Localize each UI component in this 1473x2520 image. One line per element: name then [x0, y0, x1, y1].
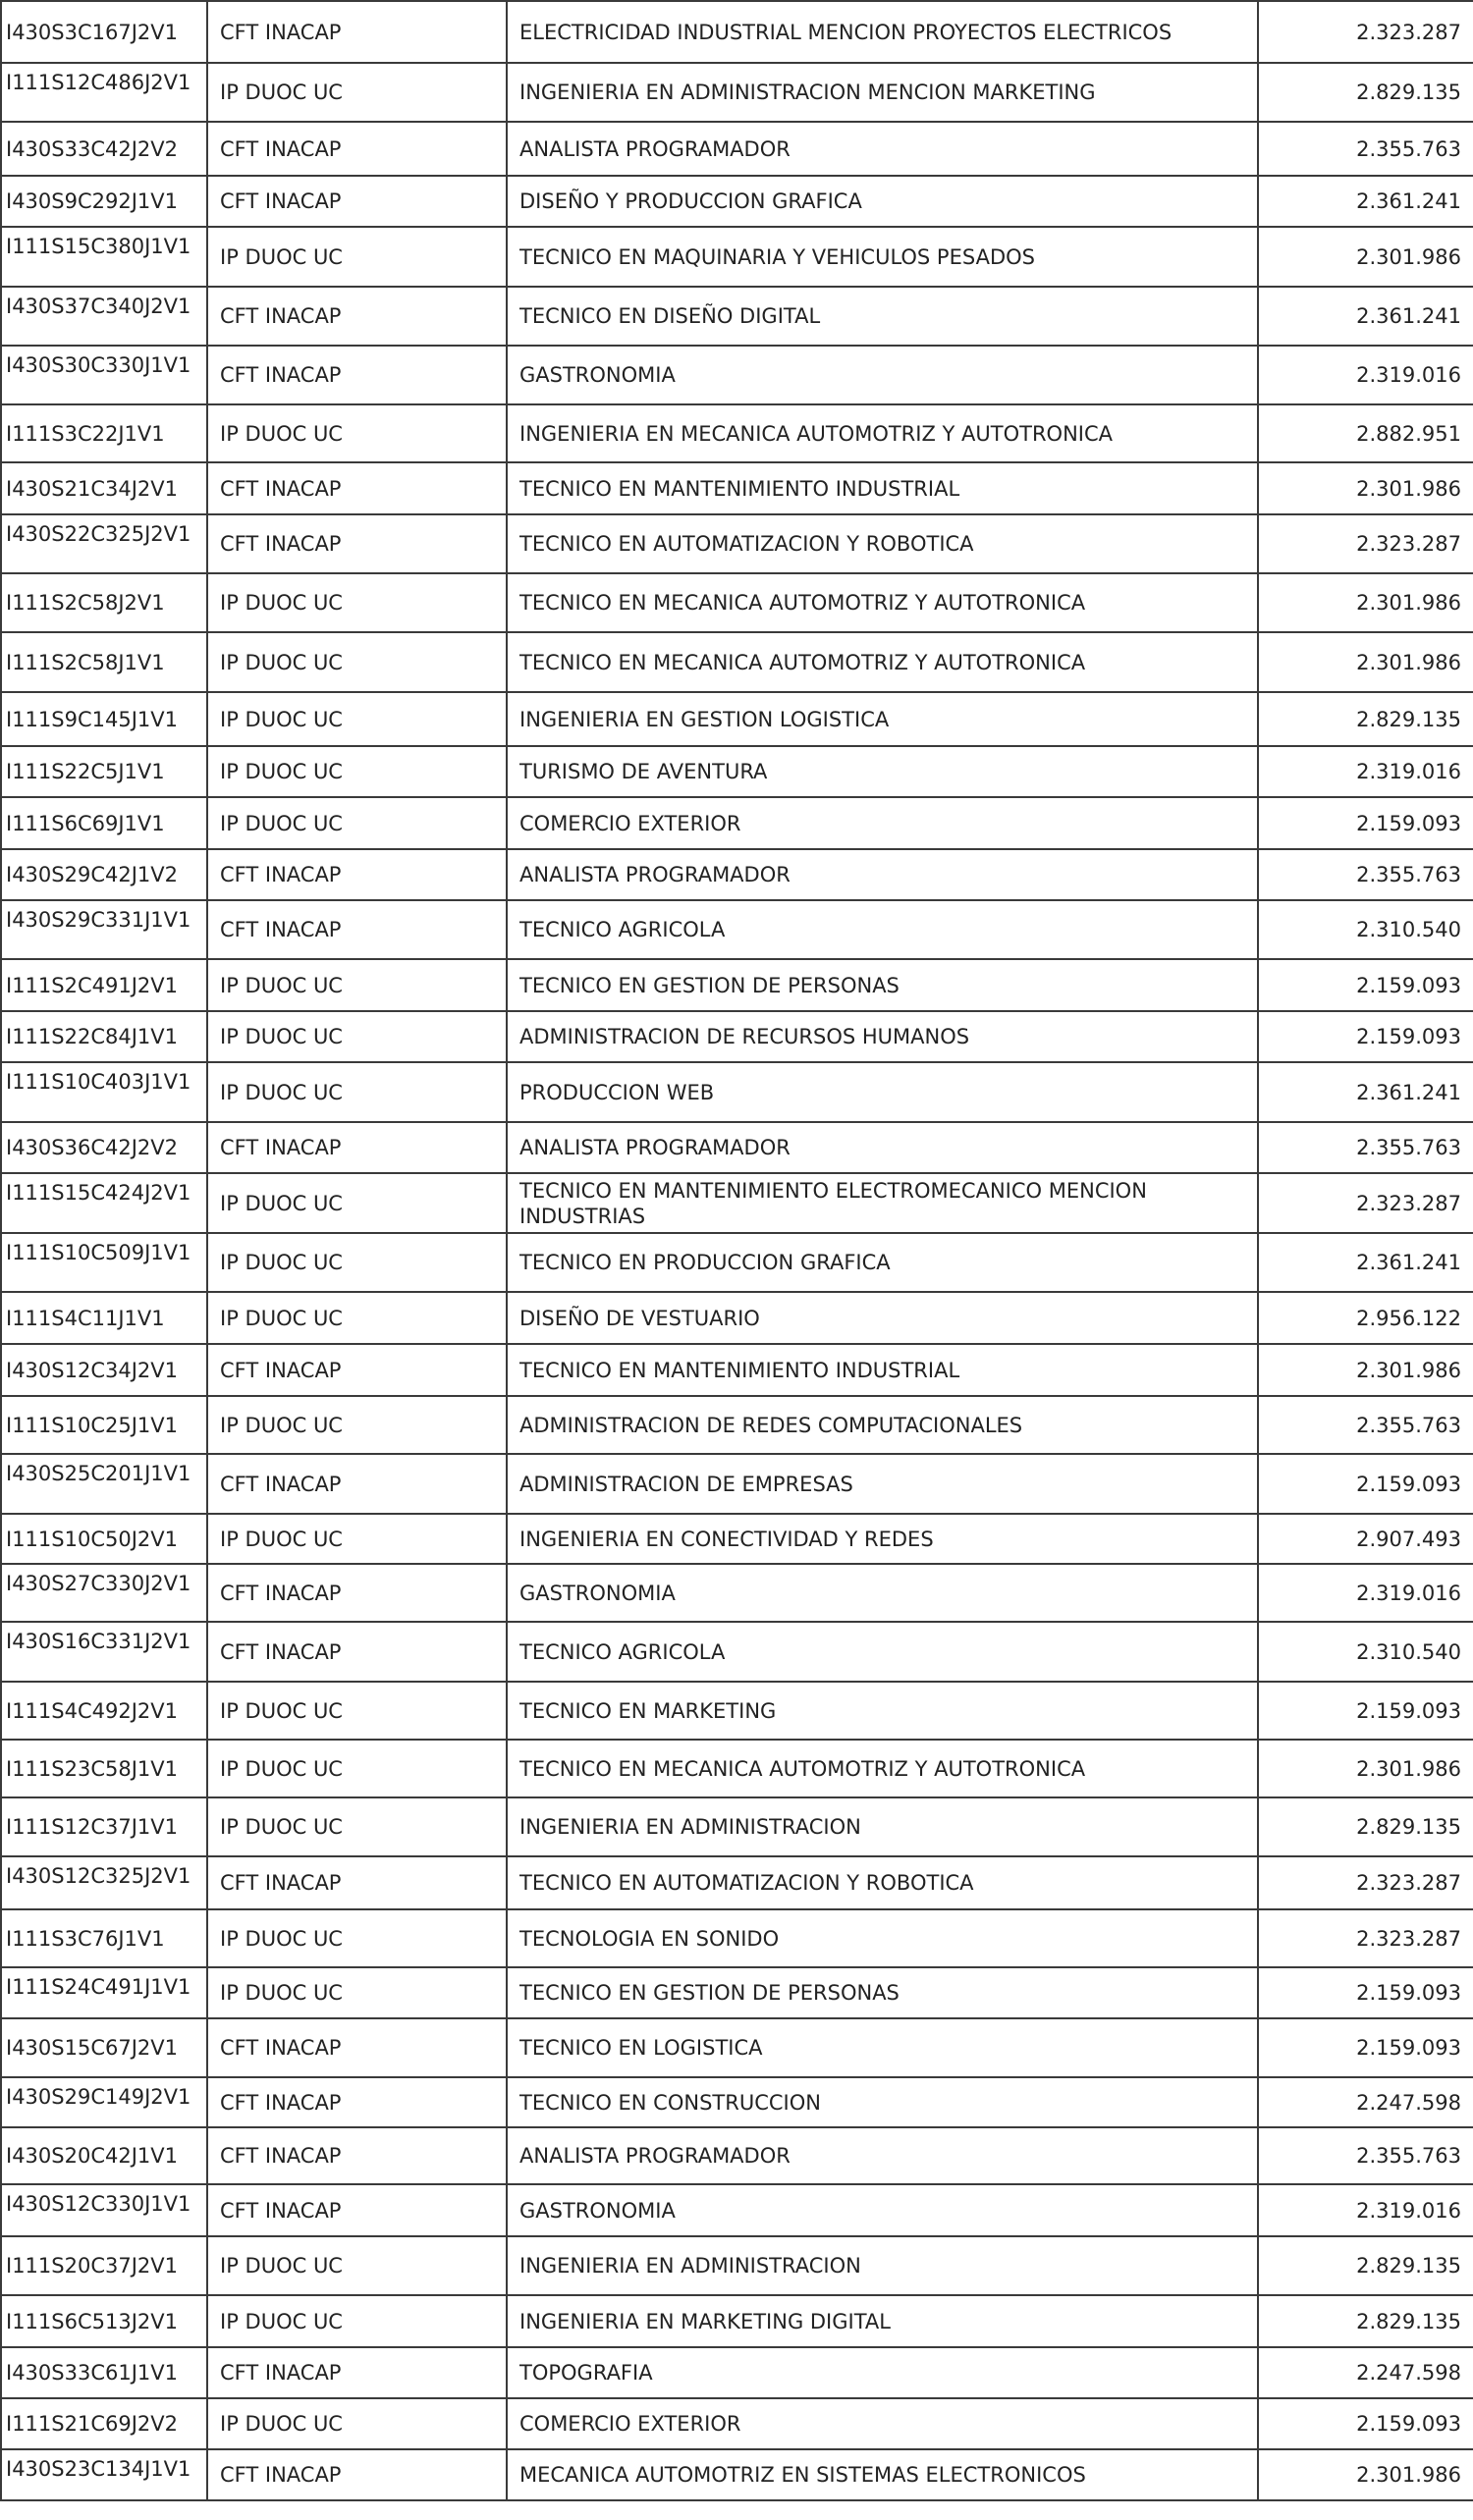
table-row	[1, 692, 1473, 746]
table-row	[1, 462, 1473, 514]
table-row	[1, 1967, 1473, 2018]
amount-cell: 2.829.135	[1258, 2236, 1473, 2295]
table-row	[1, 1396, 1473, 1454]
program-cell: TOPOGRAFIA	[507, 2347, 1258, 2398]
amount-cell: 2.301.986	[1258, 462, 1473, 514]
code-cell: I111S3C22J1V1	[1, 404, 207, 462]
table-row	[1, 1514, 1473, 1564]
table-row	[1, 2077, 1473, 2127]
code-cell: I111S15C424J2V1	[1, 1173, 207, 1233]
institution-cell: IP DUOC UC	[207, 959, 507, 1011]
amount-cell: 2.247.598	[1258, 2077, 1473, 2127]
amount-cell: 2.355.763	[1258, 122, 1473, 176]
code-cell: I430S20C42J1V1	[1, 2127, 207, 2184]
code-cell: I430S29C42J1V2	[1, 849, 207, 900]
institution-cell: CFT INACAP	[207, 2077, 507, 2127]
program-cell: TECNICO AGRICOLA	[507, 900, 1258, 959]
table-row	[1, 797, 1473, 849]
code-cell: I111S6C513J2V1	[1, 2295, 207, 2347]
amount-cell: 2.301.986	[1258, 1344, 1473, 1396]
code-cell: I111S22C84J1V1	[1, 1011, 207, 1062]
program-cell: ADMINISTRACION DE REDES COMPUTACIONALES	[507, 1396, 1258, 1454]
table-row	[1, 1856, 1473, 1909]
amount-cell: 2.301.986	[1258, 2449, 1473, 2500]
institution-cell: CFT INACAP	[207, 1622, 507, 1682]
code-cell: I111S4C492J2V1	[1, 1682, 207, 1740]
institution-cell: IP DUOC UC	[207, 632, 507, 692]
amount-cell: 2.355.763	[1258, 2127, 1473, 2184]
table-row	[1, 1564, 1473, 1622]
program-cell: TECNICO EN MECANICA AUTOMOTRIZ Y AUTOTRONICA	[507, 632, 1258, 692]
program-cell: ANALISTA PROGRAMADOR	[507, 1122, 1258, 1173]
code-cell: I430S9C292J1V1	[1, 176, 207, 227]
table-row	[1, 122, 1473, 176]
institution-cell: CFT INACAP	[207, 849, 507, 900]
program-cell: TECNICO EN MANTENIMIENTO ELECTROMECANICO MENCION INDUSTRIAS	[507, 1173, 1258, 1233]
institution-cell: IP DUOC UC	[207, 1682, 507, 1740]
table-row	[1, 1011, 1473, 1062]
institution-cell: IP DUOC UC	[207, 692, 507, 746]
institution-cell: IP DUOC UC	[207, 1797, 507, 1856]
amount-cell: 2.361.241	[1258, 176, 1473, 227]
amount-cell: 2.319.016	[1258, 746, 1473, 797]
code-cell: I111S4C11J1V1	[1, 1292, 207, 1344]
code-cell: I111S20C37J2V1	[1, 2236, 207, 2295]
institution-cell: CFT INACAP	[207, 1344, 507, 1396]
code-cell: I111S12C37J1V1	[1, 1797, 207, 1856]
code-cell: I430S33C61J1V1	[1, 2347, 207, 2398]
institution-cell: IP DUOC UC	[207, 797, 507, 849]
program-cell: GASTRONOMIA	[507, 1564, 1258, 1622]
table-row	[1, 746, 1473, 797]
amount-cell: 2.829.135	[1258, 63, 1473, 122]
table-row	[1, 1233, 1473, 1292]
program-cell: TURISMO DE AVENTURA	[507, 746, 1258, 797]
institution-cell: CFT INACAP	[207, 462, 507, 514]
code-cell: I430S12C34J2V1	[1, 1344, 207, 1396]
code-cell: I111S2C58J2V1	[1, 573, 207, 632]
code-cell: I111S15C380J1V1	[1, 227, 207, 287]
amount-cell: 2.361.241	[1258, 287, 1473, 346]
program-cell: TECNICO EN MAQUINARIA Y VEHICULOS PESADOS	[507, 227, 1258, 287]
institution-cell: IP DUOC UC	[207, 227, 507, 287]
program-cell: TECNICO EN PRODUCCION GRAFICA	[507, 1233, 1258, 1292]
program-cell: MECANICA AUTOMOTRIZ EN SISTEMAS ELECTRONICOS	[507, 2449, 1258, 2500]
code-cell: I111S2C58J1V1	[1, 632, 207, 692]
institution-cell: CFT INACAP	[207, 1454, 507, 1514]
institution-cell: CFT INACAP	[207, 900, 507, 959]
table-row	[1, 404, 1473, 462]
code-cell: I430S25C201J1V1	[1, 1454, 207, 1514]
code-cell: I430S33C42J2V2	[1, 122, 207, 176]
institution-cell: CFT INACAP	[207, 2127, 507, 2184]
institution-cell: IP DUOC UC	[207, 2398, 507, 2449]
table-row	[1, 1, 1473, 63]
amount-cell: 2.361.241	[1258, 1062, 1473, 1122]
amount-cell: 2.301.986	[1258, 227, 1473, 287]
table-row	[1, 1622, 1473, 1682]
amount-cell: 2.323.287	[1258, 1909, 1473, 1967]
program-cell: TECNICO EN MECANICA AUTOMOTRIZ Y AUTOTRONICA	[507, 573, 1258, 632]
program-table-body	[1, 1, 1473, 2500]
institution-cell: IP DUOC UC	[207, 1062, 507, 1122]
program-cell: COMERCIO EXTERIOR	[507, 797, 1258, 849]
program-cell: ANALISTA PROGRAMADOR	[507, 122, 1258, 176]
institution-cell: CFT INACAP	[207, 287, 507, 346]
program-cell: DISEÑO Y PRODUCCION GRAFICA	[507, 176, 1258, 227]
table-row	[1, 1173, 1473, 1233]
table-row	[1, 2127, 1473, 2184]
institution-cell: IP DUOC UC	[207, 404, 507, 462]
amount-cell: 2.301.986	[1258, 632, 1473, 692]
table-row	[1, 287, 1473, 346]
program-cell: PRODUCCION WEB	[507, 1062, 1258, 1122]
program-cell: TECNOLOGIA EN SONIDO	[507, 1909, 1258, 1967]
institution-cell: CFT INACAP	[207, 1564, 507, 1622]
amount-cell: 2.355.763	[1258, 849, 1473, 900]
amount-cell: 2.310.540	[1258, 900, 1473, 959]
amount-cell: 2.319.016	[1258, 2184, 1473, 2236]
table-row	[1, 1062, 1473, 1122]
amount-cell: 2.319.016	[1258, 346, 1473, 404]
program-cell: TECNICO EN CONSTRUCCION	[507, 2077, 1258, 2127]
amount-cell: 2.159.093	[1258, 1454, 1473, 1514]
code-cell: I111S6C69J1V1	[1, 797, 207, 849]
program-cell: COMERCIO EXTERIOR	[507, 2398, 1258, 2449]
program-cell: TECNICO EN MANTENIMIENTO INDUSTRIAL	[507, 1344, 1258, 1396]
program-cell: DISEÑO DE VESTUARIO	[507, 1292, 1258, 1344]
table-row	[1, 1292, 1473, 1344]
table-row	[1, 573, 1473, 632]
amount-cell: 2.907.493	[1258, 1514, 1473, 1564]
table-row	[1, 1909, 1473, 1967]
code-cell: I111S10C403J1V1	[1, 1062, 207, 1122]
institution-cell: IP DUOC UC	[207, 1967, 507, 2018]
table-row	[1, 2398, 1473, 2449]
amount-cell: 2.301.986	[1258, 573, 1473, 632]
code-cell: I111S10C509J1V1	[1, 1233, 207, 1292]
institution-cell: IP DUOC UC	[207, 746, 507, 797]
table-row	[1, 1682, 1473, 1740]
institution-cell: CFT INACAP	[207, 2347, 507, 2398]
institution-cell: CFT INACAP	[207, 1856, 507, 1909]
amount-cell: 2.829.135	[1258, 1797, 1473, 1856]
amount-cell: 2.355.763	[1258, 1396, 1473, 1454]
code-cell: I430S30C330J1V1	[1, 346, 207, 404]
code-cell: I430S29C149J2V1	[1, 2077, 207, 2127]
code-cell: I111S2C491J2V1	[1, 959, 207, 1011]
institution-cell: IP DUOC UC	[207, 63, 507, 122]
code-cell: I111S9C145J1V1	[1, 692, 207, 746]
institution-cell: IP DUOC UC	[207, 1909, 507, 1967]
program-cell: TECNICO AGRICOLA	[507, 1622, 1258, 1682]
code-cell: I111S10C25J1V1	[1, 1396, 207, 1454]
program-cell: TECNICO EN DISEÑO DIGITAL	[507, 287, 1258, 346]
code-cell: I430S22C325J2V1	[1, 514, 207, 573]
program-cell: ANALISTA PROGRAMADOR	[507, 2127, 1258, 2184]
amount-cell: 2.361.241	[1258, 1233, 1473, 1292]
code-cell: I430S3C167J2V1	[1, 1, 207, 63]
amount-cell: 2.323.287	[1258, 1856, 1473, 1909]
table-row	[1, 1344, 1473, 1396]
code-cell: I111S3C76J1V1	[1, 1909, 207, 1967]
amount-cell: 2.323.287	[1258, 514, 1473, 573]
table-row	[1, 849, 1473, 900]
program-cell: INGENIERIA EN MARKETING DIGITAL	[507, 2295, 1258, 2347]
institution-cell: IP DUOC UC	[207, 573, 507, 632]
table-row	[1, 176, 1473, 227]
code-cell: I430S21C34J2V1	[1, 462, 207, 514]
code-cell: I430S23C134J1V1	[1, 2449, 207, 2500]
amount-cell: 2.247.598	[1258, 2347, 1473, 2398]
program-cell: INGENIERIA EN ADMINISTRACION MENCION MARKETING	[507, 63, 1258, 122]
amount-cell: 2.159.093	[1258, 2018, 1473, 2077]
code-cell: I111S10C50J2V1	[1, 1514, 207, 1564]
code-cell: I430S37C340J2V1	[1, 287, 207, 346]
amount-cell: 2.882.951	[1258, 404, 1473, 462]
amount-cell: 2.829.135	[1258, 692, 1473, 746]
program-cell: GASTRONOMIA	[507, 2184, 1258, 2236]
institution-cell: CFT INACAP	[207, 122, 507, 176]
institution-cell: IP DUOC UC	[207, 1292, 507, 1344]
institution-cell: IP DUOC UC	[207, 1011, 507, 1062]
code-cell: I111S22C5J1V1	[1, 746, 207, 797]
program-cell: INGENIERIA EN ADMINISTRACION	[507, 2236, 1258, 2295]
institution-cell: IP DUOC UC	[207, 1173, 507, 1233]
institution-cell: CFT INACAP	[207, 2018, 507, 2077]
table-row	[1, 1454, 1473, 1514]
program-cell: ADMINISTRACION DE RECURSOS HUMANOS	[507, 1011, 1258, 1062]
code-cell: I111S24C491J1V1	[1, 1967, 207, 2018]
amount-cell: 2.159.093	[1258, 1967, 1473, 2018]
amount-cell: 2.829.135	[1258, 2295, 1473, 2347]
program-cell: ANALISTA PROGRAMADOR	[507, 849, 1258, 900]
code-cell: I111S21C69J2V2	[1, 2398, 207, 2449]
amount-cell: 2.159.093	[1258, 1682, 1473, 1740]
table-row	[1, 2184, 1473, 2236]
program-cell: TECNICO EN GESTION DE PERSONAS	[507, 1967, 1258, 2018]
institution-cell: CFT INACAP	[207, 2449, 507, 2500]
amount-cell: 2.159.093	[1258, 959, 1473, 1011]
institution-cell: IP DUOC UC	[207, 1514, 507, 1564]
amount-cell: 2.355.763	[1258, 1122, 1473, 1173]
program-cell: ADMINISTRACION DE EMPRESAS	[507, 1454, 1258, 1514]
institution-cell: IP DUOC UC	[207, 1233, 507, 1292]
amount-cell: 2.159.093	[1258, 797, 1473, 849]
amount-cell: 2.159.093	[1258, 1011, 1473, 1062]
institution-cell: IP DUOC UC	[207, 1396, 507, 1454]
table-row	[1, 632, 1473, 692]
institution-cell: CFT INACAP	[207, 514, 507, 573]
program-cell: INGENIERIA EN ADMINISTRACION	[507, 1797, 1258, 1856]
amount-cell: 2.956.122	[1258, 1292, 1473, 1344]
table-row	[1, 2236, 1473, 2295]
program-cell: TECNICO EN LOGISTICA	[507, 2018, 1258, 2077]
table-row	[1, 959, 1473, 1011]
code-cell: I430S15C67J2V1	[1, 2018, 207, 2077]
code-cell: I111S12C486J2V1	[1, 63, 207, 122]
table-row	[1, 900, 1473, 959]
table-row	[1, 63, 1473, 122]
amount-cell: 2.159.093	[1258, 2398, 1473, 2449]
program-cell: TECNICO EN MARKETING	[507, 1682, 1258, 1740]
amount-cell: 2.323.287	[1258, 1, 1473, 63]
program-cell: TECNICO EN AUTOMATIZACION Y ROBOTICA	[507, 1856, 1258, 1909]
table-row	[1, 1797, 1473, 1856]
code-cell: I430S29C331J1V1	[1, 900, 207, 959]
institution-cell: CFT INACAP	[207, 1, 507, 63]
table-row	[1, 514, 1473, 573]
code-cell: I430S36C42J2V2	[1, 1122, 207, 1173]
program-cell: INGENIERIA EN GESTION LOGISTICA	[507, 692, 1258, 746]
institution-cell: IP DUOC UC	[207, 2295, 507, 2347]
program-cell: TECNICO EN AUTOMATIZACION Y ROBOTICA	[507, 514, 1258, 573]
institution-cell: IP DUOC UC	[207, 1740, 507, 1797]
institution-cell: CFT INACAP	[207, 1122, 507, 1173]
program-cell: GASTRONOMIA	[507, 346, 1258, 404]
table-row	[1, 2295, 1473, 2347]
program-cell: INGENIERIA EN CONECTIVIDAD Y REDES	[507, 1514, 1258, 1564]
table-row	[1, 2449, 1473, 2500]
amount-cell: 2.319.016	[1258, 1564, 1473, 1622]
code-cell: I430S27C330J2V1	[1, 1564, 207, 1622]
code-cell: I430S12C330J1V1	[1, 2184, 207, 2236]
code-cell: I430S12C325J2V1	[1, 1856, 207, 1909]
code-cell: I111S23C58J1V1	[1, 1740, 207, 1797]
program-cell: TECNICO EN MANTENIMIENTO INDUSTRIAL	[507, 462, 1258, 514]
program-cell: ELECTRICIDAD INDUSTRIAL MENCION PROYECTOS ELECTRICOS	[507, 1, 1258, 63]
code-cell: I430S16C331J2V1	[1, 1622, 207, 1682]
table-row	[1, 1122, 1473, 1173]
table-row	[1, 2018, 1473, 2077]
institution-cell: CFT INACAP	[207, 2184, 507, 2236]
program-cell: TECNICO EN GESTION DE PERSONAS	[507, 959, 1258, 1011]
program-cell: INGENIERIA EN MECANICA AUTOMOTRIZ Y AUTOTRONICA	[507, 404, 1258, 462]
table-row	[1, 227, 1473, 287]
table-row	[1, 346, 1473, 404]
institution-cell: CFT INACAP	[207, 176, 507, 227]
institution-cell: CFT INACAP	[207, 346, 507, 404]
institution-cell: IP DUOC UC	[207, 2236, 507, 2295]
amount-cell: 2.301.986	[1258, 1740, 1473, 1797]
amount-cell: 2.310.540	[1258, 1622, 1473, 1682]
program-cell: TECNICO EN MECANICA AUTOMOTRIZ Y AUTOTRONICA	[507, 1740, 1258, 1797]
table-row	[1, 1740, 1473, 1797]
amount-cell: 2.323.287	[1258, 1173, 1473, 1233]
table-row	[1, 2347, 1473, 2398]
